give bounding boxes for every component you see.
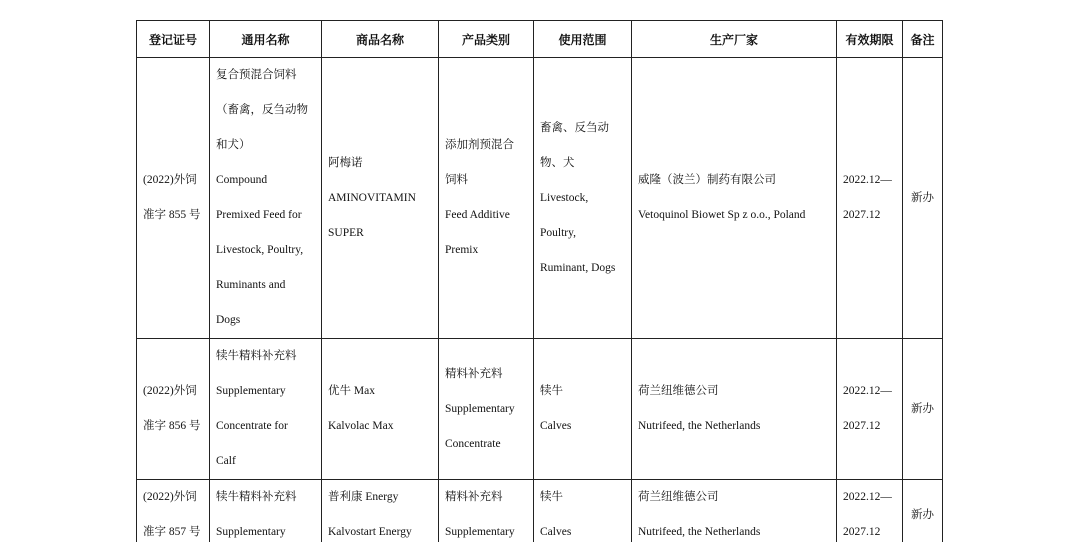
header-reg-no: 登记证号 — [137, 21, 210, 58]
validity-cell: 2022.12— 2027.12 — [837, 480, 903, 551]
registration-table — [136, 20, 943, 551]
manufacturer-cell: 威隆（波兰）制药有限公司 Vetoquinol Biowet Sp z o.o., Poland — [632, 58, 837, 339]
manufacturer-cell: 荷兰纽维德公司 Nutrifeed, the Netherlands — [632, 339, 837, 480]
reg-no-cell: (2022)外饲 准字 855 号 — [137, 58, 210, 339]
note-cell: 新办 — [903, 339, 943, 480]
header-scope: 使用范围 — [534, 21, 632, 58]
table-row — [137, 58, 943, 339]
header-trade-name: 商品名称 — [322, 21, 439, 58]
category-cell: 添加剂预混合 饲料 Feed Additive Premix — [439, 58, 534, 339]
scope-cell: 畜禽、反刍动 物、犬 Livestock, Poultry, Ruminant, Dogs — [534, 58, 632, 339]
header-common-name: 通用名称 — [210, 21, 322, 58]
table-row — [137, 339, 943, 480]
category-cell: 精料补充料 Supplementary — [439, 480, 534, 551]
trade-name-cell: 优牛 Max Kalvolac Max — [322, 339, 439, 480]
common-name-cell: 犊牛精料补充料 Supplementary Concentrate for Calf — [210, 339, 322, 480]
header-validity: 有效期限 — [837, 21, 903, 58]
reg-no-cell: (2022)外饲 准字 856 号 — [137, 339, 210, 480]
trade-name-cell: 阿梅诺 AMINOVITAMIN SUPER — [322, 58, 439, 339]
table-row — [137, 480, 943, 551]
category-cell: 精料补充料 Supplementary Concentrate — [439, 339, 534, 480]
header-category: 产品类别 — [439, 21, 534, 58]
reg-no-cell: (2022)外饲 准字 857 号 — [137, 480, 210, 551]
page-bottom-edge — [0, 542, 1080, 552]
common-name-cell: 犊牛精料补充料 Supplementary — [210, 480, 322, 551]
note-cell: 新办 — [903, 58, 943, 339]
note-cell: 新办 — [903, 480, 943, 551]
trade-name-cell: 普利康 Energy Kalvostart Energy — [322, 480, 439, 551]
scope-cell: 犊牛 Calves — [534, 480, 632, 551]
header-note: 备注 — [903, 21, 943, 58]
validity-cell: 2022.12— 2027.12 — [837, 339, 903, 480]
manufacturer-cell: 荷兰纽维德公司 Nutrifeed, the Netherlands — [632, 480, 837, 551]
validity-cell: 2022.12— 2027.12 — [837, 58, 903, 339]
header-manufacturer: 生产厂家 — [632, 21, 837, 58]
common-name-cell: 复合预混合饲料 （畜禽，反刍动物 和犬） Compound Premixed Feed for Livestock, Poultry, Ruminants and Dogs — [210, 58, 322, 339]
header-row — [137, 21, 943, 58]
scope-cell: 犊牛 Calves — [534, 339, 632, 480]
